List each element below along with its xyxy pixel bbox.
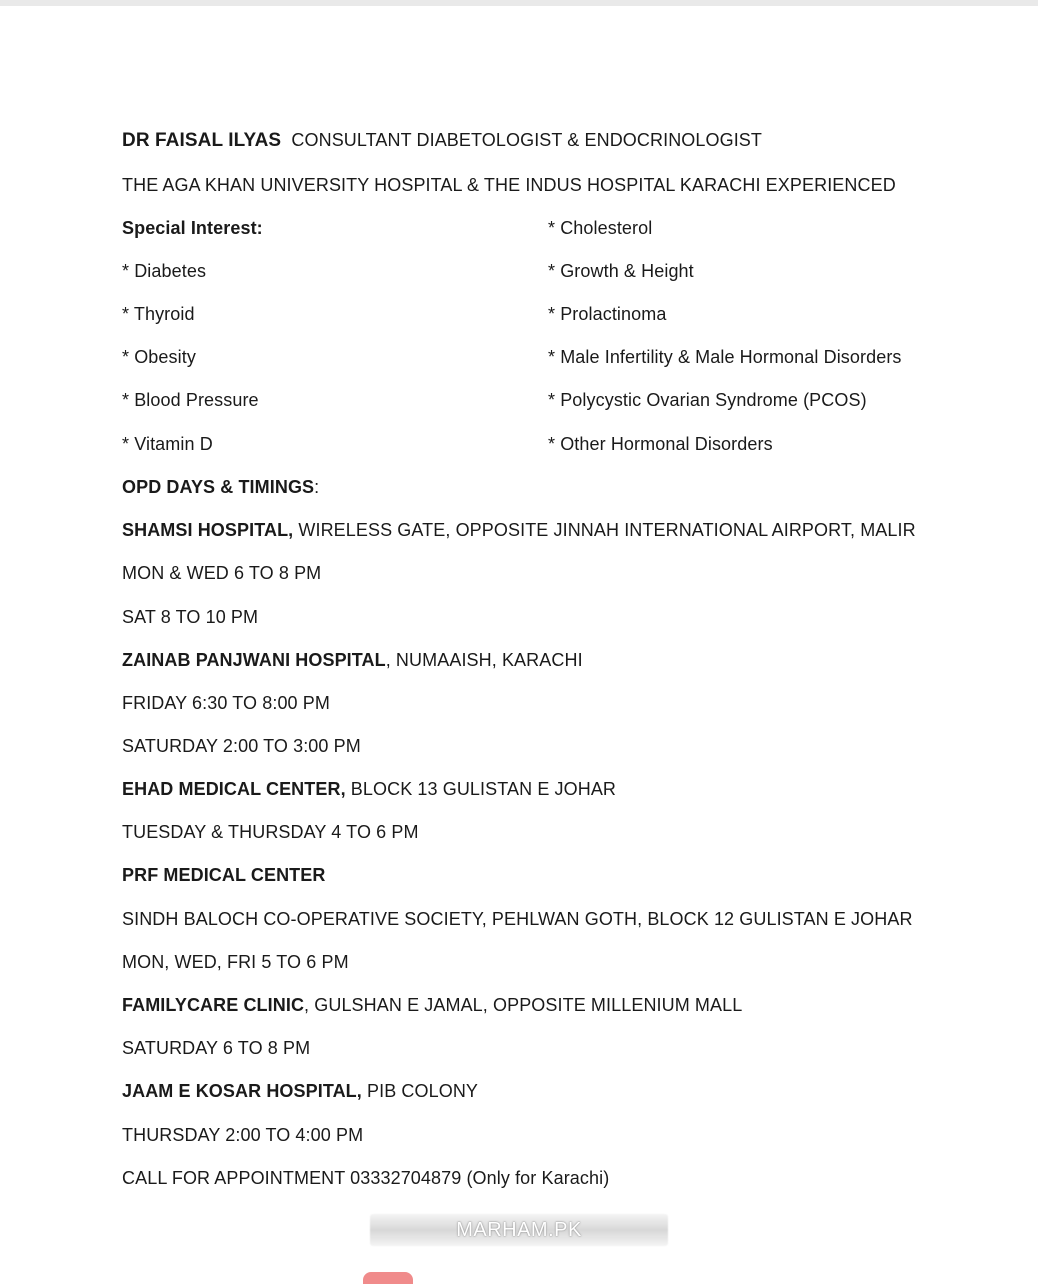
doctor-title: CONSULTANT DIABETOLOGIST & ENDOCRINOLOGIST: [291, 130, 763, 150]
watermark-text: MARHAM.PK: [456, 1219, 582, 1241]
interest-item: * Other Hormonal Disorders: [548, 434, 773, 454]
experience-line: THE AGA KHAN UNIVERSITY HOSPITAL & THE INDUS HOSPITAL KARACHI EXPERIENCED: [122, 175, 896, 195]
opd-label: OPD DAYS & TIMINGS:: [122, 477, 320, 497]
location-line: [122, 1080, 478, 1102]
location-line: [122, 649, 583, 671]
location-name: FAMILYCARE CLINIC: [122, 995, 305, 1015]
location-name: ZAINAB PANJWANI HOSPITAL: [122, 650, 386, 670]
location-line: [122, 864, 325, 886]
interest-item: * Blood Pressure: [122, 390, 259, 410]
special-interest-label: Special Interest:: [122, 218, 263, 238]
doctor-header-line: [122, 129, 762, 152]
location-address: , NUMAAISH, KARACHI: [385, 650, 583, 670]
interest-item: * Polycystic Ovarian Syndrome (PCOS): [548, 390, 867, 410]
location-address: , GULSHAN E JAMAL, OPPOSITE MILLENIUM MALL: [304, 995, 743, 1015]
timing-line: MON & WED 6 TO 8 PM: [122, 563, 322, 583]
location-name: EHAD MEDICAL CENTER,: [122, 779, 346, 799]
location-name: PRF MEDICAL CENTER: [122, 865, 326, 885]
appointment-line: CALL FOR APPOINTMENT 03332704879 (Only for Karachi): [122, 1168, 610, 1188]
location-name: SHAMSI HOSPITAL,: [122, 520, 294, 540]
timing-line: TUESDAY & THURSDAY 4 TO 6 PM: [122, 822, 419, 842]
pink-tab-edge: [363, 1272, 413, 1284]
timing-line: SATURDAY 6 TO 8 PM: [122, 1038, 311, 1058]
interest-item: * Thyroid: [122, 304, 195, 324]
location-address: PIB COLONY: [361, 1081, 479, 1101]
location-address: BLOCK 13 GULISTAN E JOHAR: [345, 779, 617, 799]
interest-item: * Growth & Height: [548, 261, 694, 281]
location-line: [122, 778, 616, 800]
location-name: JAAM E KOSAR HOSPITAL,: [122, 1081, 362, 1101]
interest-item: * Vitamin D: [122, 434, 213, 454]
timing-line: MON, WED, FRI 5 TO 6 PM: [122, 952, 349, 972]
location-address: WIRELESS GATE, OPPOSITE JINNAH INTERNATIONAL AIRPORT, MALIR: [293, 520, 916, 540]
timing-line: SATURDAY 2:00 TO 3:00 PM: [122, 736, 361, 756]
timing-line: FRIDAY 6:30 TO 8:00 PM: [122, 693, 330, 713]
timing-line: SAT 8 TO 10 PM: [122, 607, 259, 627]
interest-item: * Obesity: [122, 347, 196, 367]
interest-item: * Male Infertility & Male Hormonal Disorders: [548, 347, 902, 367]
interest-item: * Prolactinoma: [548, 304, 667, 324]
interest-item: * Cholesterol: [548, 218, 653, 238]
timing-line: SINDH BALOCH CO-OPERATIVE SOCIETY, PEHLWAN GOTH, BLOCK 12 GULISTAN E JOHAR: [122, 909, 913, 929]
doctor-name: DR FAISAL ILYAS: [122, 130, 282, 151]
location-line: [122, 994, 742, 1016]
location-line: [122, 519, 916, 541]
timing-line: THURSDAY 2:00 TO 4:00 PM: [122, 1125, 364, 1145]
interest-item: * Diabetes: [122, 261, 207, 281]
